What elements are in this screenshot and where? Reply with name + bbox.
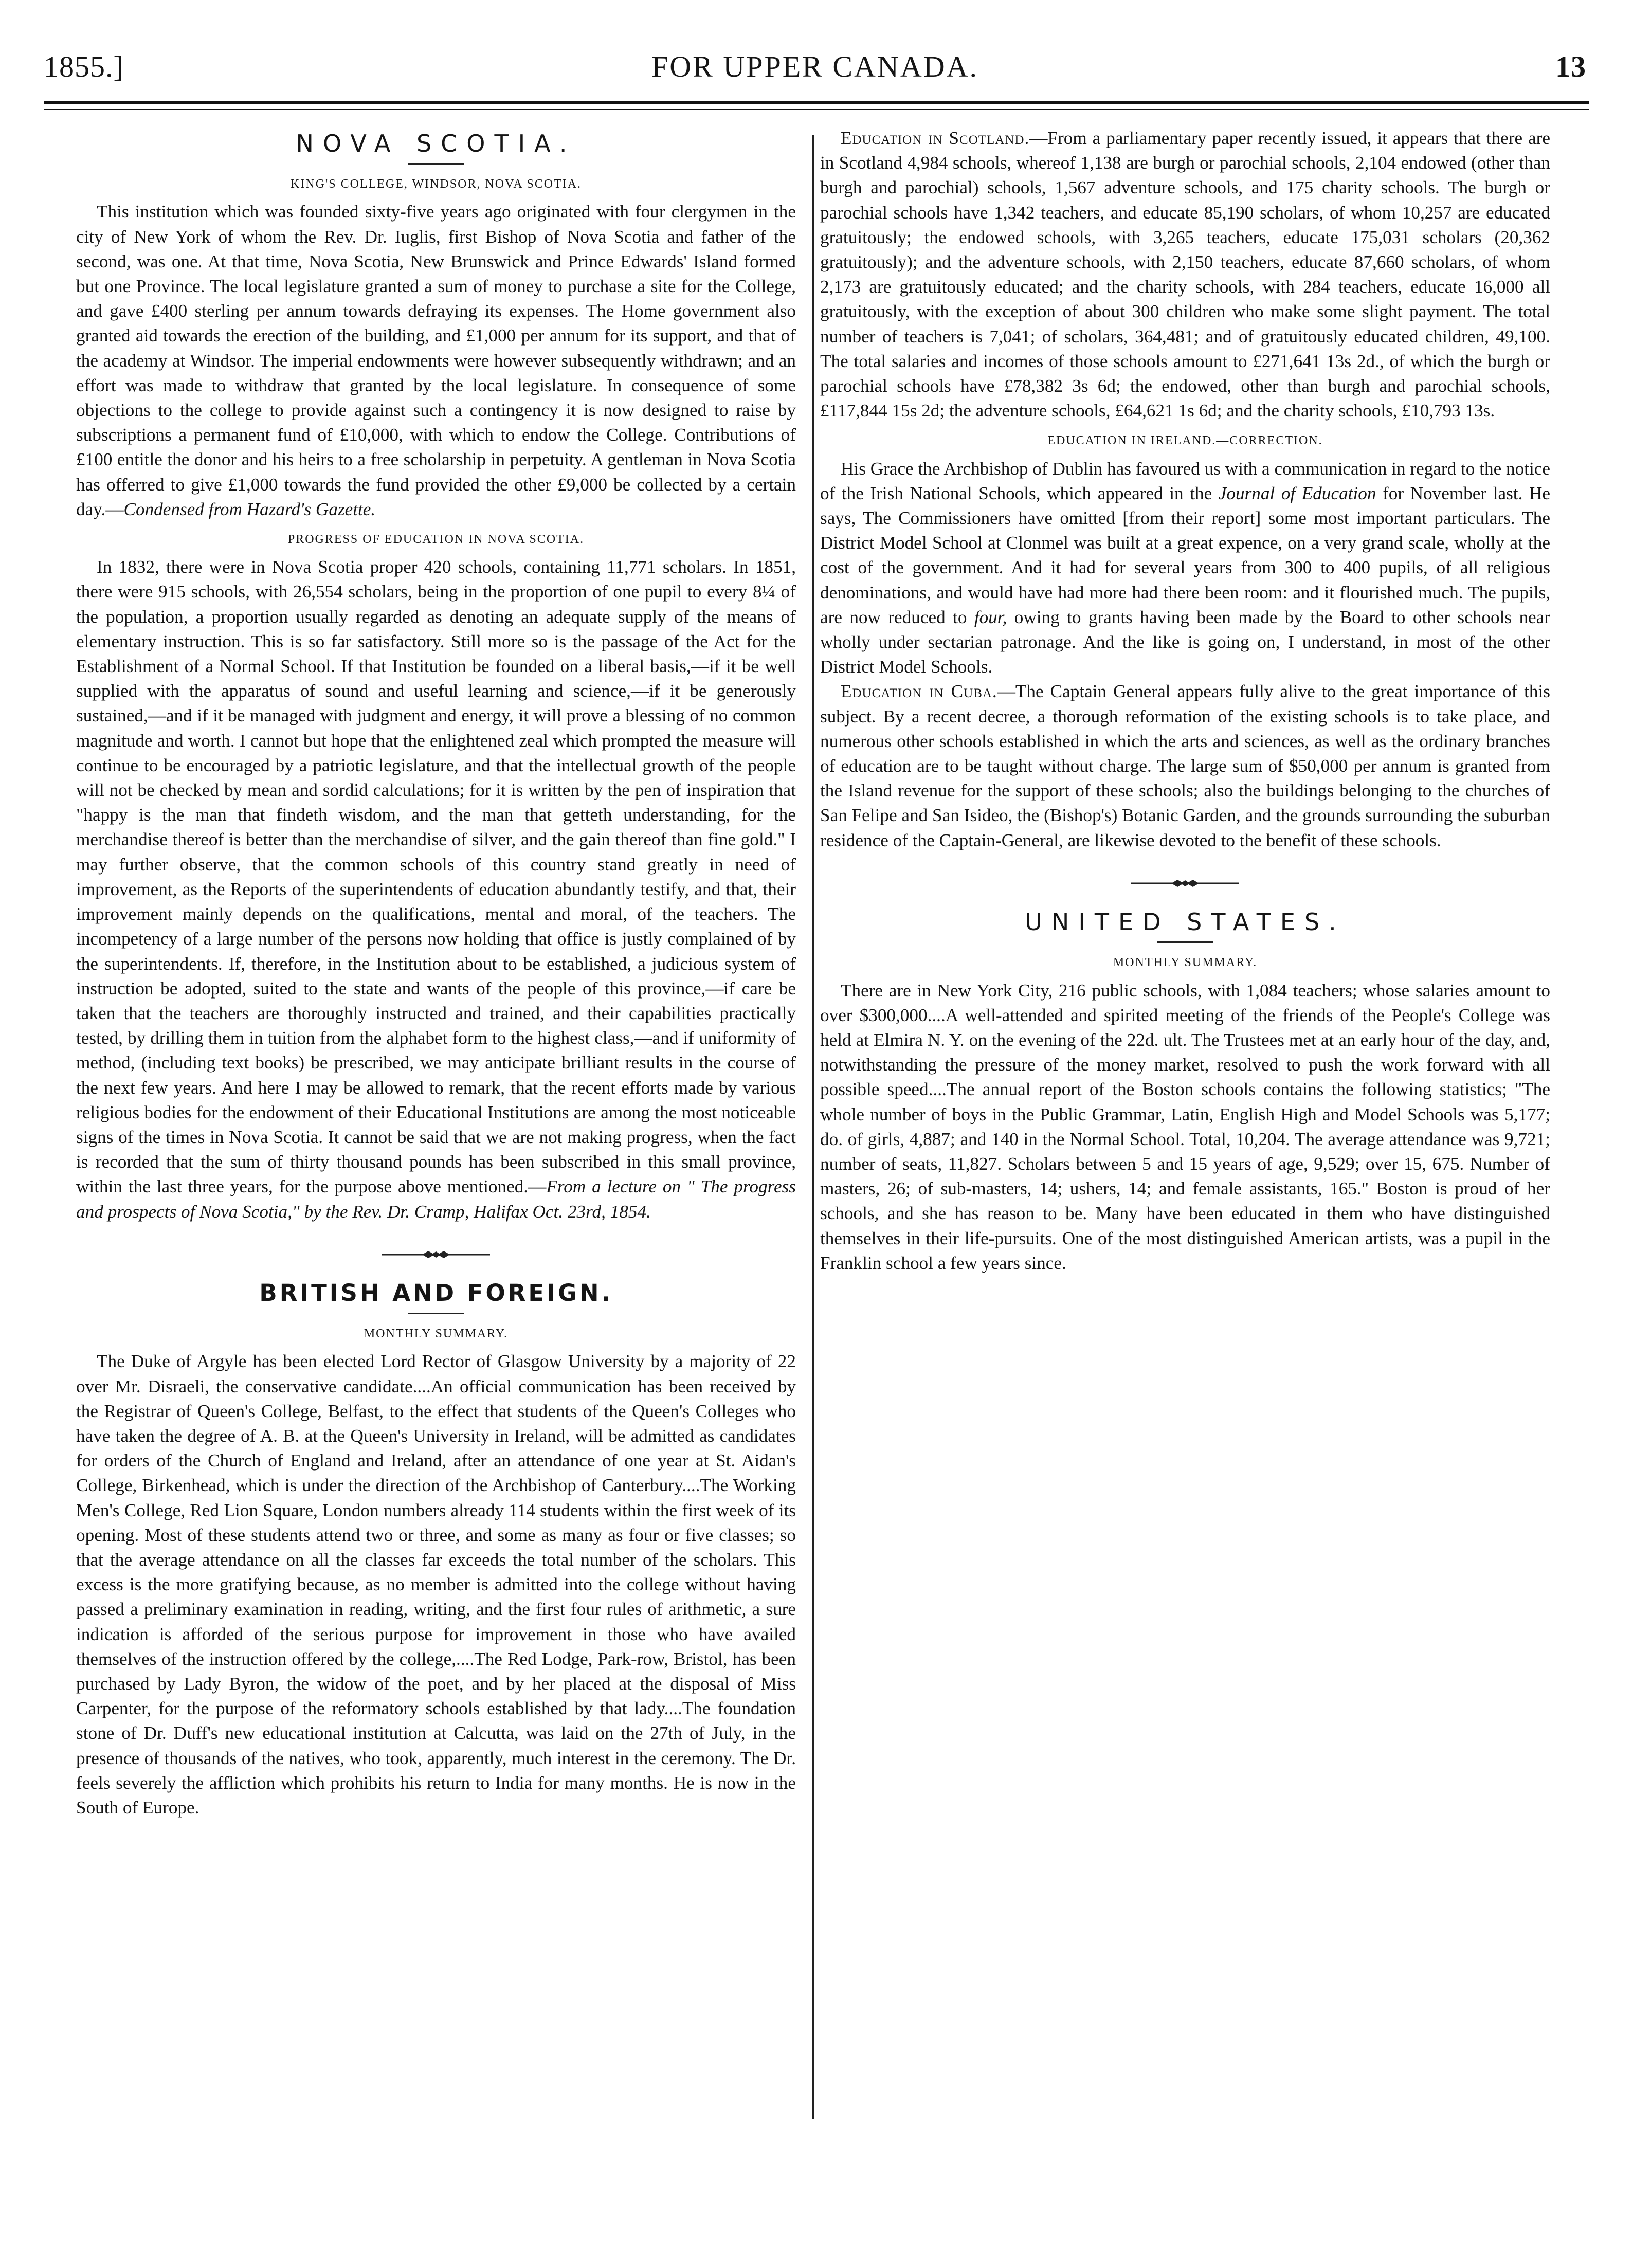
title-rule <box>1157 941 1213 943</box>
running-title: FOR UPPER CANADA. <box>651 50 978 83</box>
article-source: From a lecture on " The progress and prospects of Nova Scotia," by the Rev. Dr. Cramp, Halifax Oct. 23rd, 1854. <box>76 1176 796 1222</box>
emphasis-four: four, <box>974 607 1007 627</box>
column-divider <box>812 135 814 2119</box>
article-text: In 1832, there were in Nova Scotia proper 420 schools, containing 11,771 scholars. In 1851, there were 915 schools, with 26,554 scholars, being in the proportion of one pupil to every 8¼ of the population, a proportion usually regarded as denoting an adequate supply of the means of elementary instruction. This is so far satisfactory. Still more so is the passage of the Act for the Establishment of a Normal School. If that Institution be founded on a liberal basis,—if it be well supplied with the apparatus of sound and useful learning and science,—if it be generously sustained,—and if it be managed with judgment and energy, it will prove a blessing of no common magnitude and worth. I cannot but hope that the enlightened zeal which prompted the measure will continue to be encouraged by a patriotic legislature, and that the intellectual growth of the people will not be checked by mean and sordid calculations; for it is written by the pen of inspiration that "happy is the man that findeth wisdom, and the man that getteth understanding, for the merchandise thereof is better than the merchandise of silver, and the gain thereof than fine gold." I may further observe, that the common schools of this country stand greatly in need of improvement, as the Reports of the superintendents of education abundantly testify, and that, their improvement mainly depends on the qualifications, mental and moral, of the teachers. The incompetency of a large number of the persons now holding that office is justly complained of by the superintendents. If, therefore, in the Institution about to be established, a judicious system of instruction be adopted, suited to the state and wants of the people of this province,—if care be taken that the teachers are thoroughly instructed and trained, and their capabilities practically tested, by drilling them in tuition from the alphabet form to the highest class,—and if uniformity of method, (including text books) be prescribed, we may anticipate brilliant results in the course of the next few years. And here I may be allowed to remark, that the recent efforts made by various religious bodies for the endowment of their Educational Institutions are among the most noticeable signs of the times in Nova Scotia. It cannot be said that we are not making progress, when the fact is recorded that the sum of thirty thousand pounds has been subscribed in this small province, within the last three years, for the purpose above mentioned.— <box>76 557 796 1197</box>
section-ornament <box>820 869 1550 894</box>
subhead-monthly-summary: MONTHLY SUMMARY. <box>364 1327 509 1341</box>
subhead-ireland: EDUCATION IN IRELAND.—CORRECTION. <box>1047 434 1323 448</box>
article-text: There are in New York City, 216 public schools, with 1,084 teachers; whose salaries amount to over $300,000....A well-attended and spirited meeting of the friends of the People's College was held at Elmira N. Y. on the evening of the 22d. ult. The Trustees met at an early hour of the day, and, notwithstanding the pressure of the money market, resolved to push the work forward with all possible speed....The annual report of the Boston schools contains the following statistics; "The whole number of boys in the Public Grammar, Latin, English High and Model Schools was 5,177; do. of girls, 4,887; and 140 in the Normal School. Total, 10,204. The average attendance was 9,721; number of seats, 11,827. Scholars between 5 and 15 years of age, 9,529; over 15, 675. Number of masters, 26; of sub-masters, 14; ushers, 14; and female assistants, 165." Boston is proud of her schools, and she has reason to be. Many have been educated in them who have distinguished themselves in their life-pursuits. One of the most distinguished American artists, was a pupil in the Franklin school a few years since. <box>820 980 1550 1273</box>
article-lead-cuba: Education in Cuba. <box>841 681 997 702</box>
article-text: for November last. He says, The Commissioners have omitted [from their report] some most important particulars. The District Model School at Clonmel was built at a great expence, on a very grand scale, wholly at the cost of the government. And it had for several years from 300 to 400 pupils, of all religious denominations, and would have had more had there been room: and it flourished much. The pupils, are now reduced to <box>820 483 1550 627</box>
section-ornament <box>76 1241 796 1265</box>
article-text: —From a parliamentary paper recently issued, it appears that there are in Scotland 4,984 schools, whereof 1,138 are burgh or parochial schools, 2,104 endowed (other than burgh and parochial) schools, 1,567 adventure schools, and 175 charity schools. The burgh or parochial schools have 1,342 teachers, and educate 85,190 scholars, of whom 10,257 are educated gratuitously; the endowed schools, with 3,265 teachers, educate 175,031 scholars (20,362 gratuitously); and the adventure schools, with 2,150 teachers, educate 87,660 scholars, of whom 2,173 are gratuitously educated; and the charity schools, with 284 teachers, educate 16,000 all gratuitously, with the exception of about 300 children who make some slight payment. The total number of teachers is 7,041; of scholars, 364,481; and of gratuitously educated children, 49,100. The total salaries and incomes of those schools amount to £271,641 13s 2d., of which the burgh or parochial schools have £78,382 3s 6d; the endowed, other than burgh and parochial schools, £117,844 15s 2d; the adventure schools, £64,621 1s 6d; and the charity schools, £10,793 13s. <box>820 128 1550 421</box>
title-rule <box>408 163 464 165</box>
article-text: This institution which was founded sixty-five years ago originated with four clergymen in the city of New York of whom the Rev. Dr. Iuglis, first Bishop of Nova Scotia and father of the second, was one. At that time, Nova Scotia, New Brunswick and Prince Edwards' Island formed but one Province. The local legislature granted a sum of money to purchase a site for the College, and gave £400 sterling per annum towards defraying its expenses. The Home government also granted aid towards the erection of the building, and £1,000 per annum for its support, and that of the academy at Windsor. The imperial endowments were however subsequently withdrawn; and an effort was made to withdraw that granted by the local legislature. In consequence of some objections to the college to provide against such a contingency it is now designed to raise by subscriptions a permanent fund of £10,000, with which to endow the College. Contributions of £100 entitle the donor and his heirs to a free scholarship in perpetuity. A gentleman in Nova Scotia has offerred to give £1,000 towards the fund provided the other £9,000 be collected by a certain day.— <box>76 202 796 519</box>
section-title-british-foreign: BRITISH AND FOREIGN. <box>259 1279 613 1307</box>
left-column <box>76 126 796 1820</box>
ornament-rule-icon <box>1131 879 1239 887</box>
page-number: 13 <box>1555 50 1586 83</box>
header-year: 1855.] <box>44 50 124 83</box>
article-progress <box>76 555 796 1224</box>
article-cuba <box>820 679 1550 852</box>
article-british-foreign <box>76 1349 796 1820</box>
title-rule <box>408 1313 464 1314</box>
article-text: —The Captain General appears fully alive to the great importance of this subject. By a recent decree, a thorough reformation of the existing schools is to take place, and numerous other schools established in which the arts and sciences, as well as the ordinary branches of education are to be taught without charge. The large sum of $50,000 per annum is granted from the Island revenue for the support of these schools; also the buildings belonging to the churches of San Felipe and San Isideo, the (Bishop's) Botanic Garden, and the grounds surrounding the suburban residence of the Captain-General, are likewise devoted to the benefit of these schools. <box>820 681 1550 850</box>
article-text: owing to grants having been made by the Board to other schools near wholly under sectarian patronage. And the like is going on, I understand, in most of the other District Model Schools. <box>820 607 1551 677</box>
subhead-monthly-summary: MONTHLY SUMMARY. <box>1113 956 1258 970</box>
header-rule-thin <box>44 109 1589 110</box>
article-ireland <box>820 457 1550 680</box>
page-header <box>44 49 1586 101</box>
article-united-states <box>820 978 1550 1276</box>
subhead-kings-college: KING'S COLLEGE, WINDSOR, NOVA SCOTIA. <box>290 177 582 191</box>
section-title-united-states: UNITED STATES. <box>1025 908 1346 936</box>
article-text: His Grace the Archbishop of Dublin has favoured us with a communication in regard to the notice of the Irish National Schools, which appeared in the <box>820 458 1550 503</box>
subhead-progress: PROGRESS OF EDUCATION IN NOVA SCOTIA. <box>287 533 585 547</box>
header-rule-thick <box>44 101 1589 104</box>
journal-title: Journal of Education <box>1218 483 1376 503</box>
article-text: The Duke of Argyle has been elected Lord Rector of Glasgow University by a majority of 22 over Mr. Disraeli, the conservative candidate....An official communication has been received by the Registrar of Queen's College, Belfast, to the effect that students of the Queen's Colleges who have taken the degree of A. B. at the Queen's University in Ireland, will be admitted as candidates for orders of the Church of England and Ireland, after an attendance of one year at St. Aidan's College, Birkenhead, which is under the direction of the Archbishop of Canterbury....The Working Men's College, Red Lion Square, London numbers already 114 students within the first week of its opening. Most of these students attend two or three, and some as many as four or five classes; so that the average attendance on all the classes far exceeds the total number of the scholars. This excess is the more gratifying because, as no member is admitted into the college without having passed a preliminary examination in reading, writing, and the first four rules of arithmetic, a sure indication is afforded of the serious purpose for improvement in those who have availed themselves of the instruction offered by the college,....The Red Lodge, Park-row, Bristol, has been purchased by Lady Byron, the widow of the poet, and by her placed at the disposal of Miss Carpenter, for the purpose of the reformatory schools established by that lady....The foundation stone of Dr. Duff's new educational institution at Calcutta, was laid on the 27th of July, in the presence of thousands of the natives, who took, apparently, much interest in the ceremony. The Dr. feels severely the affliction which prohibits his return to India for many months. He is now in the South of Europe. <box>76 1351 796 1818</box>
article-kings-college <box>76 199 796 522</box>
right-column <box>820 126 1550 1276</box>
article-source: Condensed from Hazard's Gazette. <box>123 499 376 519</box>
ornament-rule-icon <box>382 1250 490 1259</box>
section-title-nova-scotia: NOVA SCOTIA. <box>296 130 576 157</box>
article-scotland <box>820 126 1550 423</box>
article-lead-scotland: Education in Scotland. <box>841 128 1030 148</box>
